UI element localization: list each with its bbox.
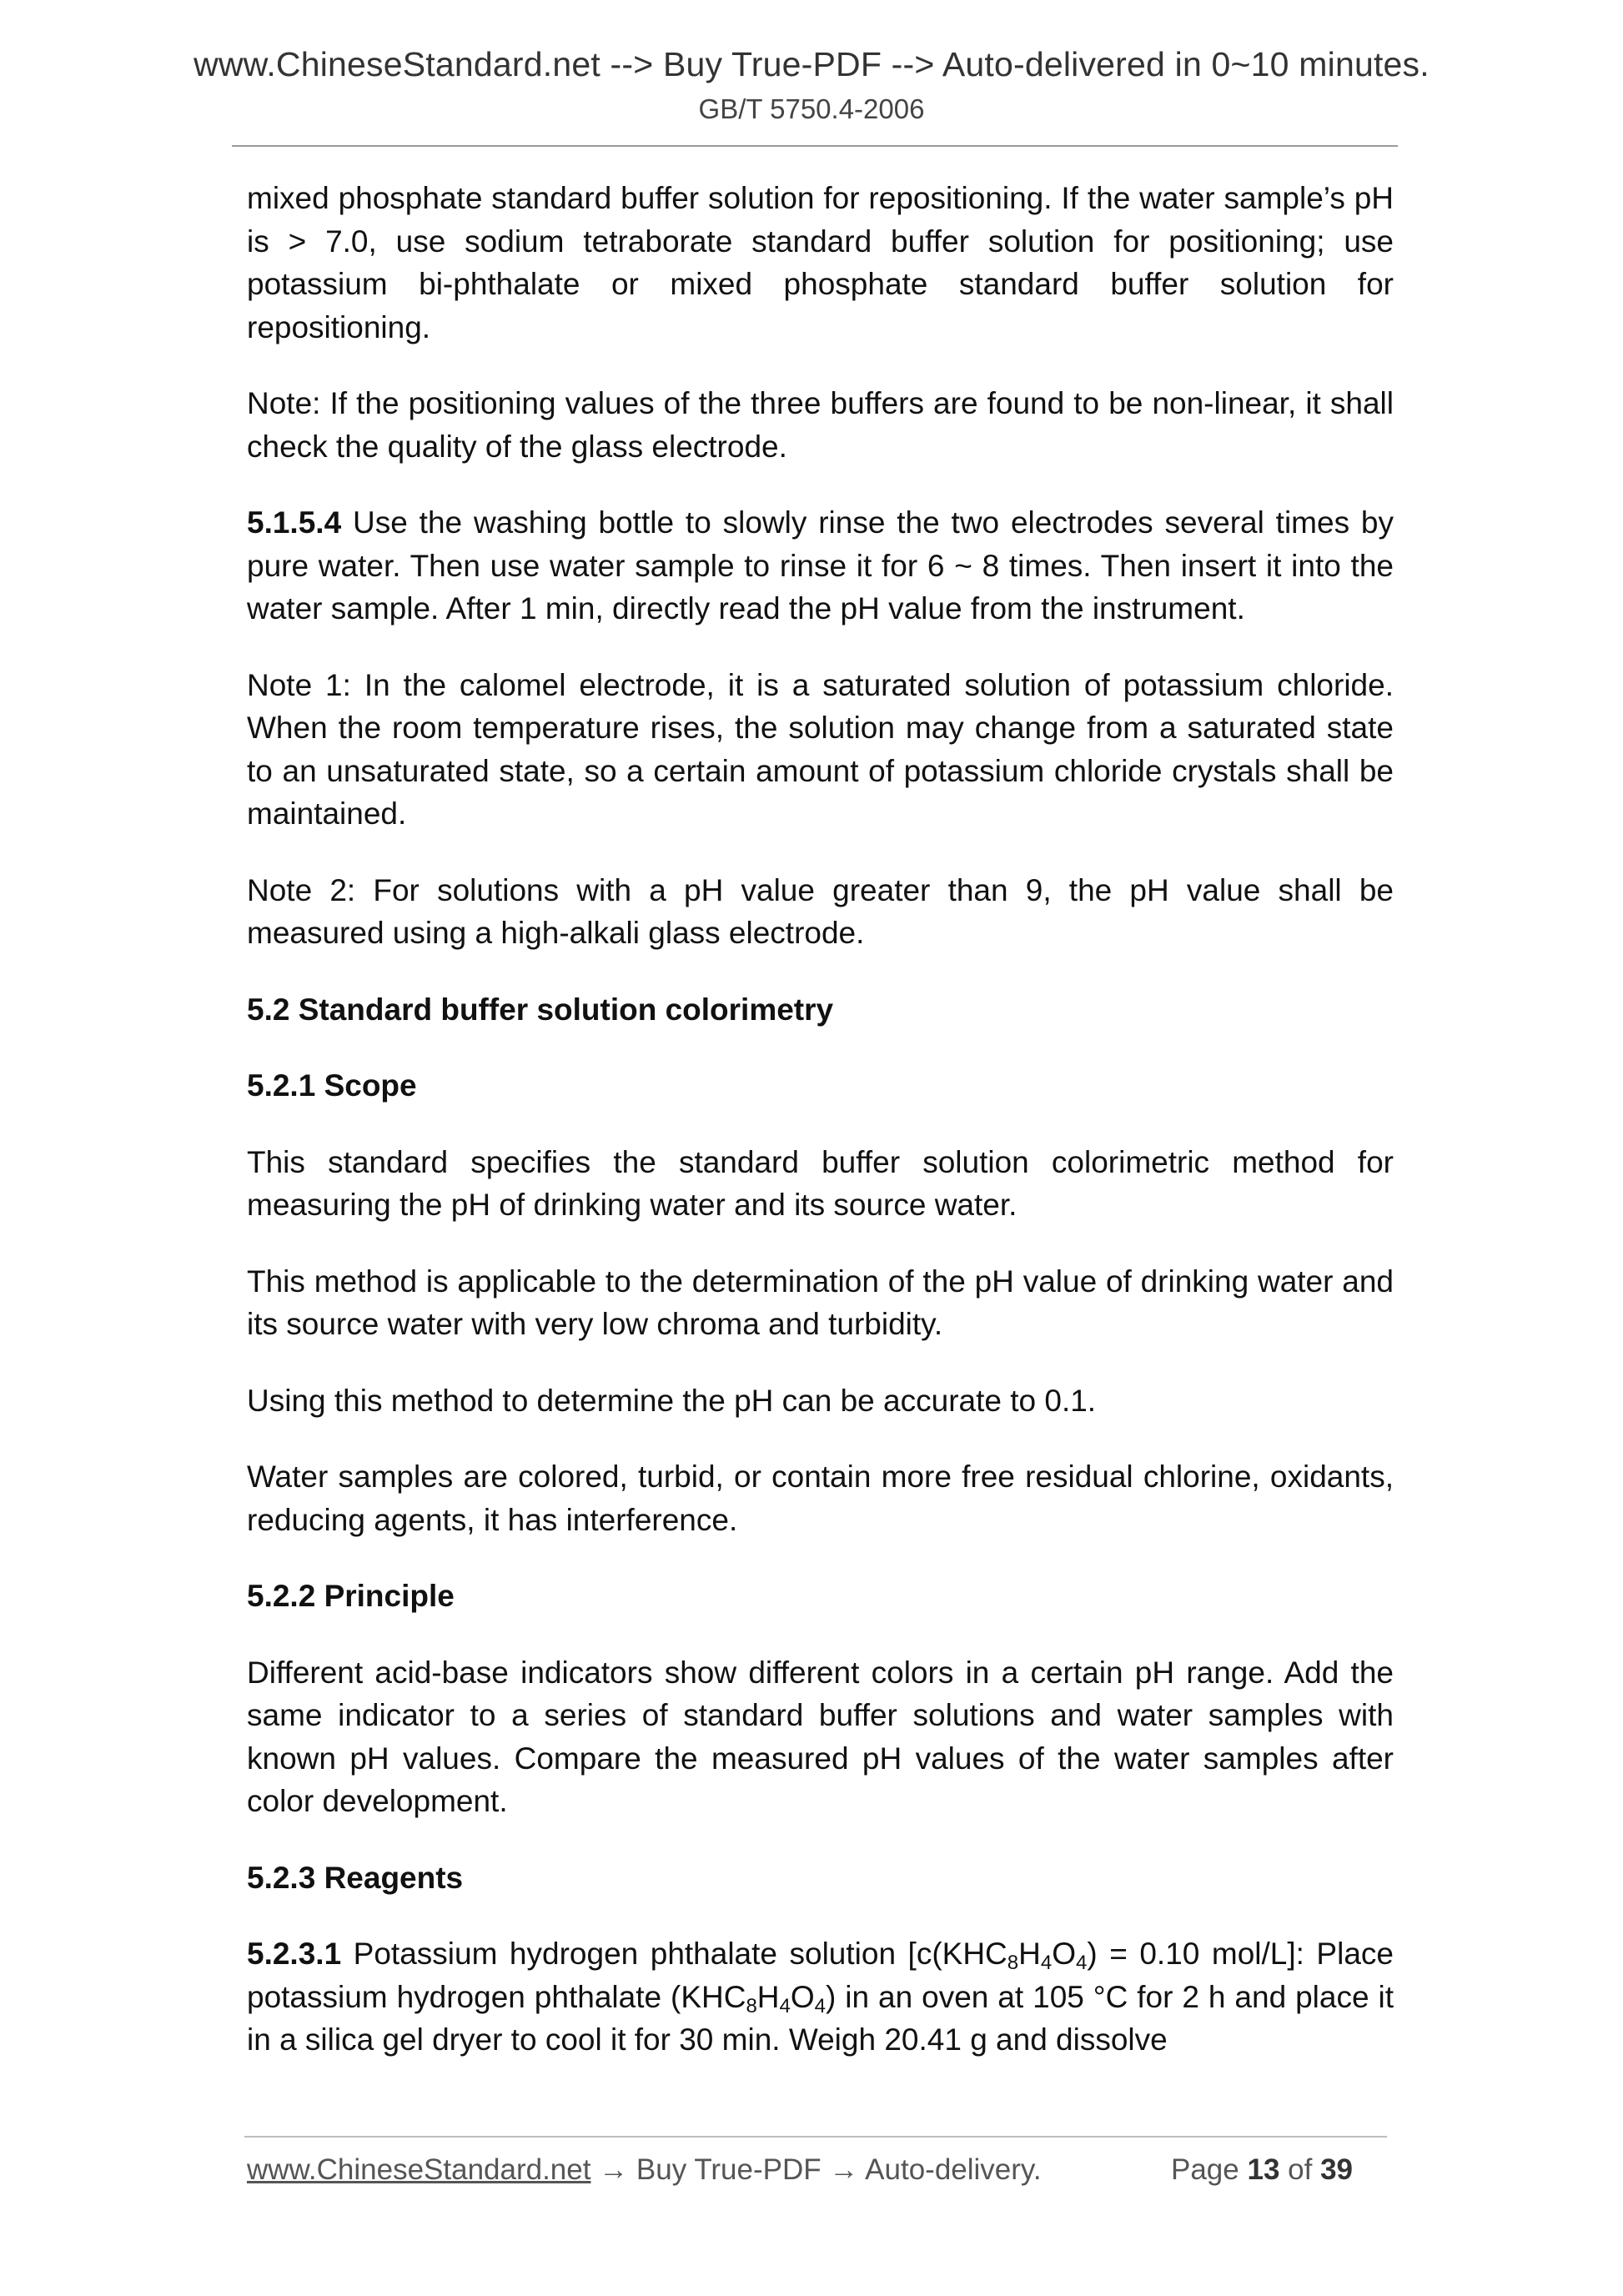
paragraph-repositioning: mixed phosphate standard buffer solution for repositioning. If the water sample’s pH is > 7.0, use sodium tetraborate standard buffer solution for positioning; use potassium bi-phthalate or mixed phosphate standard buffer solution for repositioning.	[247, 181, 1394, 344]
clause-number: 5.1.5.4	[247, 505, 342, 540]
clause-text: Use the washing bottle to slowly rinse the two electrodes several times by pure water. Then use water sample to rinse it for 6 ~ 8 times. Then insert it into the water sample. After 1 min, directly read the pH value from the instrument.	[247, 505, 1394, 625]
heading-5-2-3: 5.2.3 Reagents	[247, 1860, 464, 1895]
note-2-high-alkali: Note 2: For solutions with a pH value greater than 9, the pH value shall be measured using a high-alkali glass electrode.	[247, 872, 1394, 950]
clause-5-1-5-4	[247, 501, 1394, 631]
standard-code: GB/T 5750.4-2006	[698, 93, 925, 124]
scope-paragraph-2: This method is applicable to the determination of the pH value of drinking water and its source water with very low chroma and turbidity.	[247, 1264, 1394, 1341]
current-page: 13	[1247, 2153, 1280, 2186]
note-1-calomel: Note 1: In the calomel electrode, it is a saturated solution of potassium chloride. When the room temperature rises, the solution may change from a saturated state to an unsaturated state, so a certain amount of potassium chloride crystals shall be maintained.	[247, 667, 1394, 831]
page-footer	[247, 2153, 1389, 2187]
scope-paragraph-4: Water samples are colored, turbid, or contain more free residual chlorine, oxidants, reducing agents, it has interference.	[247, 1459, 1394, 1537]
footer-site-link[interactable]: www.ChineseStandard.net	[247, 2153, 591, 2186]
document-body	[247, 177, 1394, 2095]
site-banner[interactable]: www.ChineseStandard.net --> Buy True-PDF --> Auto-delivered in 0~10 minutes.	[193, 45, 1430, 83]
scope-paragraph-1: This standard specifies the standard buffer solution colorimetric method for measuring the pH of drinking water and its source water.	[247, 1144, 1394, 1222]
principle-paragraph: Different acid-base indicators show different colors in a certain pH range. Add the same indicator to a series of standard buffer solutions and water samples with known pH values. Compare the measured pH values of the water samples after color development.	[247, 1655, 1394, 1818]
heading-5-2-1: 5.2.1 Scope	[247, 1068, 417, 1103]
note-nonlinear: Note: If the positioning values of the three buffers are found to be non-linear, it shall check the quality of the glass electrode.	[247, 386, 1394, 464]
scope-paragraph-3: Using this method to determine the pH can be accurate to 0.1.	[247, 1383, 1097, 1418]
footer-divider	[244, 2136, 1387, 2138]
heading-5-2-2: 5.2.2 Principle	[247, 1579, 455, 1613]
heading-5-2: 5.2 Standard buffer solution colorimetry	[247, 992, 834, 1027]
total-pages: 39	[1320, 2153, 1354, 2186]
header-divider	[232, 145, 1398, 147]
clause-number: 5.2.3.1	[247, 1937, 342, 1971]
clause-5-2-3-1: 5.2.3.1 Potassium hydrogen phthalate solution [$c(KHC_8H_4O_4) = 0.10$ mol/L]: Place potassium hydrogen phthalate $(KHC_8H_4O_4)$ in an oven at 105 °C for 2 h and place it in a silica gel dryer to cool it for 30 min. Weigh 20.41 g and dissolve	[247, 1937, 1394, 2057]
page-indicator: Page 13 of 39	[1171, 2153, 1354, 2186]
footer-tagline: → Buy True-PDF → Auto-delivery.	[590, 2153, 1042, 2186]
